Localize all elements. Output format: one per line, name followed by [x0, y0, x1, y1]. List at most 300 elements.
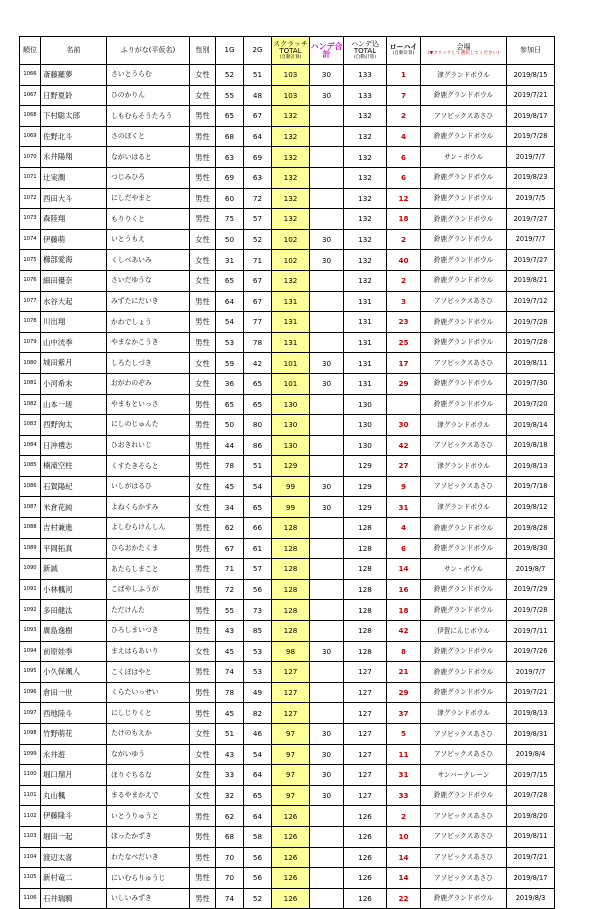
- venue-cell[interactable]: 鈴鹿グランドボウル: [421, 600, 507, 621]
- lowhigh-cell: 14: [387, 868, 421, 889]
- rank-cell: 1067: [20, 85, 41, 106]
- handicap-cell: [310, 147, 344, 168]
- gender-cell: 女性: [190, 765, 216, 786]
- venue-cell[interactable]: 鈴鹿グランドボウル: [421, 662, 507, 683]
- gender-cell: 男性: [190, 538, 216, 559]
- name-cell: 日沖禮志: [41, 435, 107, 456]
- lowhigh-cell: 2: [387, 106, 421, 127]
- date-cell: 2019/7/30: [507, 373, 555, 394]
- date-cell: 2019/7/18: [507, 476, 555, 497]
- name-cell: 下村聡太郎: [41, 106, 107, 127]
- date-cell: 2019/7/28: [507, 312, 555, 333]
- kana-cell: にいむらりゅうじ: [107, 868, 190, 889]
- hdc-header-label: ハンデ込: [351, 39, 379, 48]
- venue-cell[interactable]: 鈴鹿グランドボウル: [421, 85, 507, 106]
- venue-cell[interactable]: 鈴鹿グランドボウル: [421, 888, 507, 909]
- handicap-cell: [310, 126, 344, 147]
- handicap-total-cell: 132: [344, 147, 387, 168]
- lowhigh-cell: 21: [387, 662, 421, 683]
- table-row: [20, 373, 555, 394]
- game1-cell: 70: [216, 847, 244, 868]
- scratch-total-cell: 126: [272, 888, 310, 909]
- venue-cell[interactable]: サン・ボウル: [421, 559, 507, 580]
- rank-cell: 1089: [20, 538, 41, 559]
- ranking-table: [19, 36, 555, 909]
- venue-cell[interactable]: 鈴鹿グランドボウル: [421, 270, 507, 291]
- handicap-header: ハンデ合計: [310, 37, 344, 65]
- game2-cell: 69: [244, 147, 272, 168]
- name-cell: 細田優奈: [41, 270, 107, 291]
- game2-cell: 64: [244, 765, 272, 786]
- date-cell: 2019/7/26: [507, 641, 555, 662]
- game1-cell: 31: [216, 250, 244, 271]
- table-row: [20, 188, 555, 209]
- venue-cell[interactable]: アソビックスあさひ: [421, 353, 507, 374]
- gender-cell: 男性: [190, 682, 216, 703]
- game1-cell: 63: [216, 147, 244, 168]
- handicap-total-cell: 131: [344, 373, 387, 394]
- game1-cell: 67: [216, 538, 244, 559]
- name-cell: 永井遊: [41, 744, 107, 765]
- handicap-total-cell: 132: [344, 250, 387, 271]
- game1-cell: 65: [216, 270, 244, 291]
- scratch-total-cell: 130: [272, 415, 310, 436]
- lowhigh-cell: 2: [387, 806, 421, 827]
- venue-cell[interactable]: 津グランドボウル: [421, 703, 507, 724]
- gender-cell: 男性: [190, 456, 216, 477]
- scratch-total-cell: 101: [272, 353, 310, 374]
- game1-header: 1G: [216, 37, 244, 65]
- venue-cell[interactable]: アソビックスあさひ: [421, 744, 507, 765]
- date-cell: 2019/8/17: [507, 106, 555, 127]
- game2-cell: 67: [244, 270, 272, 291]
- venue-cell[interactable]: アソビックスあさひ: [421, 826, 507, 847]
- venue-cell[interactable]: アソビックスあさひ: [421, 806, 507, 827]
- kana-cell: にしじりくと: [107, 703, 190, 724]
- date-cell: 2019/8/30: [507, 538, 555, 559]
- kana-cell: いしがはるひ: [107, 476, 190, 497]
- lowhigh-cell: 14: [387, 559, 421, 580]
- scratch-total-cell: 102: [272, 229, 310, 250]
- table-row: [20, 394, 555, 415]
- handicap-cell: [310, 518, 344, 539]
- name-cell: 日野夏鈴: [41, 85, 107, 106]
- game2-cell: 53: [244, 662, 272, 683]
- name-cell: 平岡拓真: [41, 538, 107, 559]
- handicap-total-cell: 132: [344, 106, 387, 127]
- scratch-total-cell: 130: [272, 394, 310, 415]
- lowhigh-cell: 37: [387, 703, 421, 724]
- game1-cell: 54: [216, 312, 244, 333]
- game2-cell: 77: [244, 312, 272, 333]
- lowhigh-header-note: (自動計算): [392, 51, 415, 57]
- name-cell: 水谷大起: [41, 291, 107, 312]
- venue-cell[interactable]: 鈴鹿グランドボウル: [421, 579, 507, 600]
- game1-cell: 33: [216, 765, 244, 786]
- handicap-cell: [310, 270, 344, 291]
- rank-cell: 1100: [20, 765, 41, 786]
- name-cell: 吉村兼進: [41, 518, 107, 539]
- table-row: [20, 641, 555, 662]
- game1-cell: 72: [216, 579, 244, 600]
- game1-cell: 74: [216, 888, 244, 909]
- date-cell: 2019/8/11: [507, 353, 555, 374]
- game2-cell: 65: [244, 373, 272, 394]
- name-cell: 堀口瑠月: [41, 765, 107, 786]
- lowhigh-cell: 6: [387, 167, 421, 188]
- venue-cell[interactable]: 鈴鹿グランドボウル: [421, 209, 507, 230]
- handicap-cell: [310, 703, 344, 724]
- kana-cell: いしいみずき: [107, 888, 190, 909]
- game1-cell: 60: [216, 188, 244, 209]
- scratch-total-cell: 131: [272, 312, 310, 333]
- game1-cell: 62: [216, 518, 244, 539]
- game2-cell: 64: [244, 126, 272, 147]
- handicap-total-cell: 132: [344, 167, 387, 188]
- kana-cell: やまもといっさ: [107, 394, 190, 415]
- rank-cell: 1069: [20, 126, 41, 147]
- game2-cell: 65: [244, 394, 272, 415]
- scratch-total-cell: 132: [272, 147, 310, 168]
- game2-cell: 53: [244, 641, 272, 662]
- table-body: [20, 65, 555, 909]
- venue-cell[interactable]: アソビックスあさひ: [421, 724, 507, 745]
- venue-cell[interactable]: アソビックスあさひ: [421, 435, 507, 456]
- table-row: [20, 147, 555, 168]
- name-cell: 伊藤萌: [41, 229, 107, 250]
- handicap-cell: [310, 209, 344, 230]
- rank-cell: 1083: [20, 415, 41, 436]
- rank-cell: 1070: [20, 147, 41, 168]
- table-row: [20, 332, 555, 353]
- table-row: [20, 229, 555, 250]
- handicap-cell: [310, 662, 344, 683]
- venue-cell[interactable]: サンバークレーン: [421, 765, 507, 786]
- lowhigh-header-label: ローハイ: [389, 43, 418, 52]
- handicap-total-cell: 127: [344, 682, 387, 703]
- kana-cell: こばやしふうが: [107, 579, 190, 600]
- lowhigh-cell: 31: [387, 765, 421, 786]
- venue-cell[interactable]: 鈴鹿グランドボウル: [421, 785, 507, 806]
- game2-cell: 85: [244, 621, 272, 642]
- venue-cell[interactable]: アソビックスあさひ: [421, 476, 507, 497]
- handicap-total-cell: 129: [344, 476, 387, 497]
- date-cell: 2019/7/27: [507, 250, 555, 271]
- name-cell: 伊藤隆斗: [41, 806, 107, 827]
- gender-cell: 男性: [190, 167, 216, 188]
- venue-cell[interactable]: 津グランドボウル: [421, 497, 507, 518]
- handicap-total-cell: 132: [344, 229, 387, 250]
- venue-cell[interactable]: 鈴鹿グランドボウル: [421, 188, 507, 209]
- kana-cell: くらたいっせい: [107, 682, 190, 703]
- rank-cell: 1092: [20, 600, 41, 621]
- rank-cell: 1104: [20, 847, 41, 868]
- venue-cell[interactable]: アソビックスあさひ: [421, 868, 507, 889]
- scratch-total-cell: 97: [272, 744, 310, 765]
- venue-cell[interactable]: 鈴鹿グランドボウル: [421, 518, 507, 539]
- table-row: [20, 415, 555, 436]
- venue-cell[interactable]: アソビックスあさひ: [421, 847, 507, 868]
- game2-cell: 52: [244, 888, 272, 909]
- gender-cell: 女性: [190, 476, 216, 497]
- rank-cell: 1079: [20, 332, 41, 353]
- handicap-cell: 30: [310, 250, 344, 271]
- rank-cell: 1087: [20, 497, 41, 518]
- gender-cell: 男性: [190, 703, 216, 724]
- venue-cell[interactable]: 津グランドボウル: [421, 415, 507, 436]
- venue-cell[interactable]: 鈴鹿グランドボウル: [421, 312, 507, 333]
- date-header: 参加日: [507, 37, 555, 65]
- rank-cell: 1080: [20, 353, 41, 374]
- lowhigh-cell: 22: [387, 888, 421, 909]
- venue-cell[interactable]: 鈴鹿グランドボウル: [421, 394, 507, 415]
- lowhigh-cell: 5: [387, 724, 421, 745]
- gender-cell: 男性: [190, 312, 216, 333]
- name-cell: 西田大斗: [41, 188, 107, 209]
- venue-cell[interactable]: 鈴鹿グランドボウル: [421, 126, 507, 147]
- handicap-cell: [310, 435, 344, 456]
- handicap-cell: [310, 312, 344, 333]
- rank-cell: 1076: [20, 270, 41, 291]
- venue-cell[interactable]: 鈴鹿グランドボウル: [421, 641, 507, 662]
- table-row: [20, 435, 555, 456]
- game1-cell: 44: [216, 435, 244, 456]
- name-cell: 多田健汰: [41, 600, 107, 621]
- handicap-cell: 30: [310, 765, 344, 786]
- handicap-cell: [310, 394, 344, 415]
- date-cell: 2019/8/31: [507, 724, 555, 745]
- name-cell: 米倉花純: [41, 497, 107, 518]
- scratch-total-cell: 127: [272, 682, 310, 703]
- scratch-total-cell: 128: [272, 518, 310, 539]
- venue-header: [421, 37, 507, 65]
- handicap-cell: 30: [310, 641, 344, 662]
- kana-cell: もりりくと: [107, 209, 190, 230]
- rank-cell: 1105: [20, 868, 41, 889]
- lowhigh-cell: 42: [387, 435, 421, 456]
- name-cell: 山中洸季: [41, 332, 107, 353]
- venue-cell[interactable]: 鈴鹿グランドボウル: [421, 538, 507, 559]
- lowhigh-cell: [387, 394, 421, 415]
- table-row: [20, 888, 555, 909]
- date-cell: 2019/7/21: [507, 847, 555, 868]
- gender-cell: 女性: [190, 373, 216, 394]
- handicap-cell: 30: [310, 724, 344, 745]
- table-row: [20, 126, 555, 147]
- game2-header: 2G: [244, 37, 272, 65]
- venue-cell[interactable]: 鈴鹿グランドボウル: [421, 167, 507, 188]
- kana-cell: よしむらけんしん: [107, 518, 190, 539]
- game2-cell: 56: [244, 579, 272, 600]
- date-cell: 2019/7/7: [507, 147, 555, 168]
- venue-cell[interactable]: 鈴鹿グランドボウル: [421, 229, 507, 250]
- name-cell: 城田紫月: [41, 353, 107, 374]
- scratch-header-total: TOTAL: [279, 46, 302, 55]
- handicap-total-cell: 131: [344, 312, 387, 333]
- kana-cell: まえはらあいり: [107, 641, 190, 662]
- venue-cell[interactable]: アソビックスあさひ: [421, 291, 507, 312]
- date-cell: 2019/7/27: [507, 209, 555, 230]
- venue-cell[interactable]: 津グランドボウル: [421, 65, 507, 86]
- gender-cell: 男性: [190, 888, 216, 909]
- name-cell: 小久保颯人: [41, 662, 107, 683]
- handicap-cell: [310, 888, 344, 909]
- gender-cell: 女性: [190, 641, 216, 662]
- kana-cell: にしのじゅんた: [107, 415, 190, 436]
- lowhigh-cell: 40: [387, 250, 421, 271]
- name-cell: 斎藤羅夢: [41, 65, 107, 86]
- lowhigh-cell: 4: [387, 126, 421, 147]
- game1-cell: 51: [216, 724, 244, 745]
- handicap-total-cell: 126: [344, 868, 387, 889]
- game1-cell: 68: [216, 126, 244, 147]
- date-cell: 2019/7/12: [507, 291, 555, 312]
- name-cell: 小河希未: [41, 373, 107, 394]
- venue-cell[interactable]: 鈴鹿グランドボウル: [421, 332, 507, 353]
- game1-cell: 55: [216, 85, 244, 106]
- game1-cell: 78: [216, 682, 244, 703]
- date-cell: 2019/7/5: [507, 188, 555, 209]
- table-row: [20, 724, 555, 745]
- rank-cell: 1084: [20, 435, 41, 456]
- gender-cell: 女性: [190, 270, 216, 291]
- gender-cell: 男性: [190, 518, 216, 539]
- rank-cell: 1071: [20, 167, 41, 188]
- lowhigh-cell: 8: [387, 641, 421, 662]
- table-row: [20, 167, 555, 188]
- handicap-total-cell: 128: [344, 621, 387, 642]
- lowhigh-cell: 29: [387, 373, 421, 394]
- gender-cell: 男性: [190, 394, 216, 415]
- table-row: [20, 703, 555, 724]
- lowhigh-header: [387, 37, 421, 65]
- handicap-cell: [310, 806, 344, 827]
- lowhigh-cell: 29: [387, 682, 421, 703]
- table-row: [20, 579, 555, 600]
- rank-cell: 1106: [20, 888, 41, 909]
- venue-cell[interactable]: 津グランドボウル: [421, 456, 507, 477]
- handicap-cell: 30: [310, 744, 344, 765]
- venue-cell[interactable]: サン・ボウル: [421, 147, 507, 168]
- gender-cell: 女性: [190, 353, 216, 374]
- date-cell: 2019/7/28: [507, 785, 555, 806]
- game1-cell: 43: [216, 744, 244, 765]
- game2-cell: 57: [244, 559, 272, 580]
- name-cell: 倉田一世: [41, 682, 107, 703]
- date-cell: 2019/7/21: [507, 85, 555, 106]
- table-row: [20, 847, 555, 868]
- handicap-total-cell: 127: [344, 703, 387, 724]
- kana-cell: ひのかりん: [107, 85, 190, 106]
- venue-cell[interactable]: 伊賀にんじボウル: [421, 621, 507, 642]
- kana-cell: こくぼはやと: [107, 662, 190, 683]
- lowhigh-cell: 17: [387, 353, 421, 374]
- kana-cell: しもむらそうたろう: [107, 106, 190, 127]
- game2-cell: 73: [244, 600, 272, 621]
- kana-cell: ひらおかたくま: [107, 538, 190, 559]
- scratch-total-cell: 128: [272, 621, 310, 642]
- kana-cell: みずたにだいき: [107, 291, 190, 312]
- handicap-total-cell: 126: [344, 806, 387, 827]
- table-row: [20, 106, 555, 127]
- gender-cell: 男性: [190, 188, 216, 209]
- table-row: [20, 826, 555, 847]
- lowhigh-cell: 9: [387, 476, 421, 497]
- scratch-total-cell: 101: [272, 373, 310, 394]
- handicap-total-cell: 130: [344, 415, 387, 436]
- scratch-total-cell: 97: [272, 765, 310, 786]
- date-cell: 2019/8/18: [507, 435, 555, 456]
- venue-cell[interactable]: 鈴鹿グランドボウル: [421, 682, 507, 703]
- name-cell: 櫛部愛海: [41, 250, 107, 271]
- rank-cell: 1098: [20, 724, 41, 745]
- kana-cell: ほったかずき: [107, 826, 190, 847]
- game2-cell: 65: [244, 785, 272, 806]
- handicap-cell: [310, 621, 344, 642]
- scratch-total-cell: 126: [272, 806, 310, 827]
- date-cell: 2019/8/4: [507, 744, 555, 765]
- rank-cell: 1073: [20, 209, 41, 230]
- game1-cell: 65: [216, 394, 244, 415]
- gender-cell: 女性: [190, 250, 216, 271]
- date-cell: 2019/8/14: [507, 415, 555, 436]
- scratch-header-note: (自動計算): [279, 54, 302, 60]
- kana-cell: いとうりゅうと: [107, 806, 190, 827]
- handicap-total-cell: 129: [344, 456, 387, 477]
- handicap-cell: 30: [310, 373, 344, 394]
- table-row: [20, 785, 555, 806]
- table-row: [20, 250, 555, 271]
- scratch-total-cell: 132: [272, 106, 310, 127]
- date-cell: 2019/7/7: [507, 662, 555, 683]
- venue-cell[interactable]: 鈴鹿グランドボウル: [421, 250, 507, 271]
- name-cell: 佐野北斗: [41, 126, 107, 147]
- rank-cell: 1088: [20, 518, 41, 539]
- game2-cell: 63: [244, 167, 272, 188]
- handicap-total-cell: 132: [344, 188, 387, 209]
- date-cell: 2019/7/28: [507, 332, 555, 353]
- hdc-header-total: TOTAL: [353, 46, 377, 55]
- kana-cell: あたらしまこと: [107, 559, 190, 580]
- venue-cell[interactable]: アソビックスあさひ: [421, 106, 507, 127]
- name-cell: 永井陽翔: [41, 147, 107, 168]
- date-cell: 2019/7/7: [507, 229, 555, 250]
- scratch-total-cell: 128: [272, 559, 310, 580]
- gender-cell: 女性: [190, 724, 216, 745]
- game2-cell: 51: [244, 456, 272, 477]
- hdc-header-note: (自動計算): [354, 54, 376, 60]
- game1-cell: 59: [216, 353, 244, 374]
- handicap-cell: 30: [310, 785, 344, 806]
- scratch-total-cell: 131: [272, 332, 310, 353]
- date-cell: 2019/7/15: [507, 765, 555, 786]
- handicap-total-header: [344, 37, 387, 65]
- lowhigh-cell: 3: [387, 291, 421, 312]
- handicap-cell: 30: [310, 497, 344, 518]
- lowhigh-cell: 31: [387, 497, 421, 518]
- lowhigh-cell: 7: [387, 85, 421, 106]
- kana-cell: ほりぐちるな: [107, 765, 190, 786]
- date-cell: 2019/8/12: [507, 497, 555, 518]
- scratch-total-cell: 132: [272, 270, 310, 291]
- date-cell: 2019/8/15: [507, 65, 555, 86]
- game1-cell: 50: [216, 229, 244, 250]
- game1-cell: 43: [216, 621, 244, 642]
- gender-cell: 女性: [190, 744, 216, 765]
- venue-cell[interactable]: 鈴鹿グランドボウル: [421, 373, 507, 394]
- handicap-cell: [310, 559, 344, 580]
- kana-cell: つじみひろ: [107, 167, 190, 188]
